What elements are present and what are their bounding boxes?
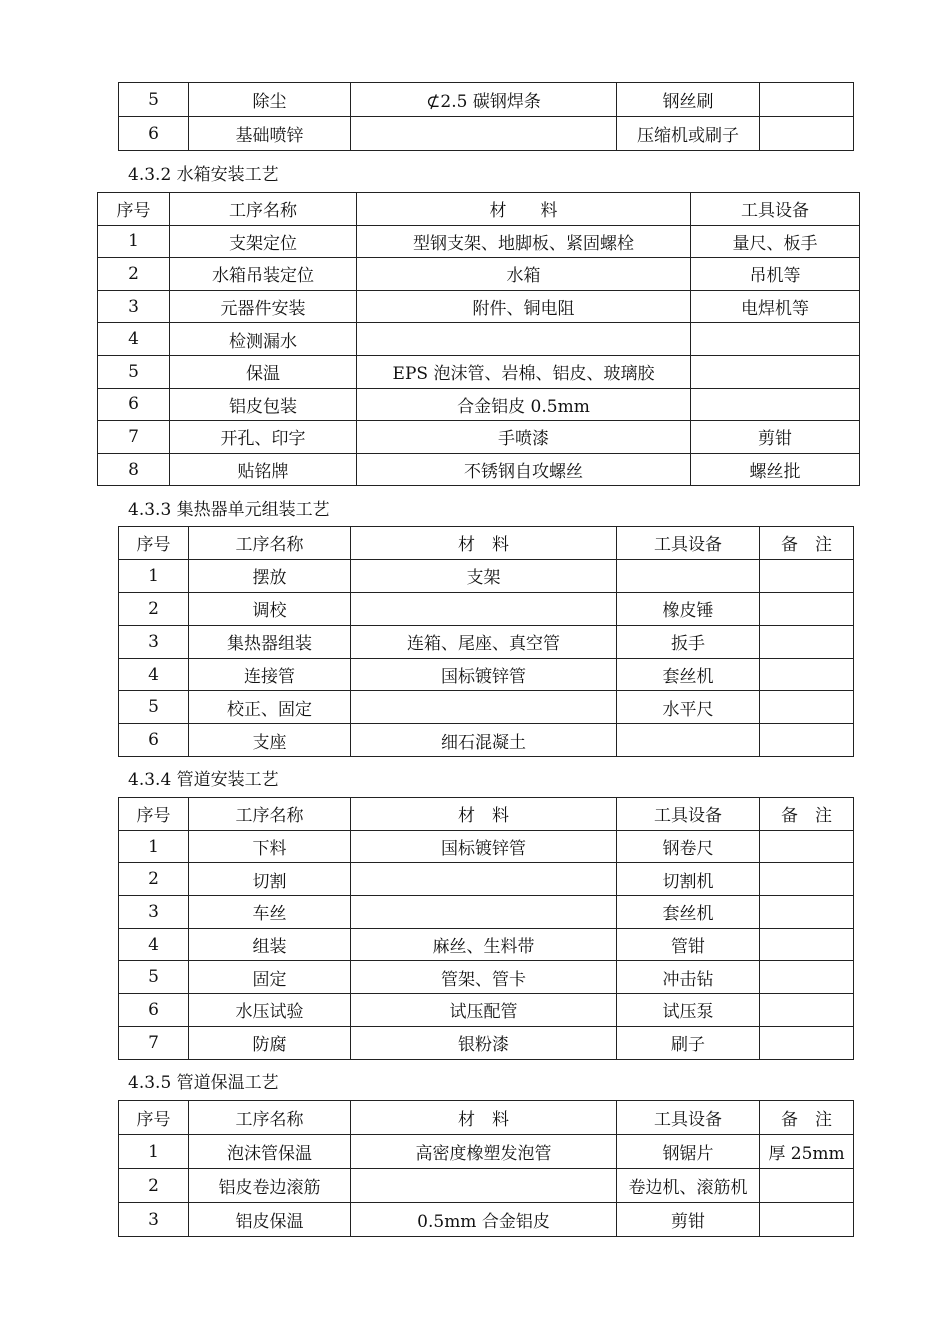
table-cell: 3 xyxy=(98,290,170,323)
table-cell xyxy=(760,961,854,994)
table-cell: 连箱、尾座、真空管 xyxy=(351,625,617,658)
table-cell: 6 xyxy=(119,724,189,757)
table-row xyxy=(98,225,860,258)
table-row xyxy=(119,691,854,724)
table-cell: 1 xyxy=(119,830,189,863)
table-cell xyxy=(760,830,854,863)
table-cell: 开孔、印字 xyxy=(170,421,357,454)
table-cell: 0.5mm 合金铝皮 xyxy=(351,1203,617,1237)
table-cell xyxy=(760,896,854,929)
table-cell: 切割机 xyxy=(617,863,760,896)
table-cell: 水箱 xyxy=(357,258,691,291)
table-cell: 银粉漆 xyxy=(351,1026,617,1059)
table-cell: 铝皮保温 xyxy=(189,1203,351,1237)
table-cell xyxy=(760,1026,854,1059)
table-cell: 试压配管 xyxy=(351,994,617,1027)
section-title-pipe-insulation: 4.3.5 管道保温工艺 xyxy=(128,1073,279,1093)
table-cell: 支座 xyxy=(189,724,351,757)
pipe-install-block xyxy=(118,797,854,1060)
table-row xyxy=(119,592,854,625)
table-cell xyxy=(617,559,760,592)
table-cell xyxy=(760,863,854,896)
table-cell: 3 xyxy=(119,625,189,658)
table-cell: 5 xyxy=(119,83,189,117)
table-cell: 防腐 xyxy=(189,1026,351,1059)
table-cell: 支架定位 xyxy=(170,225,357,258)
table-cell: 6 xyxy=(98,388,170,421)
table-cell: 3 xyxy=(119,896,189,929)
table-cell: 铝皮卷边滚筋 xyxy=(189,1169,351,1203)
table-header-row xyxy=(98,193,860,226)
table-row xyxy=(119,961,854,994)
collector-table xyxy=(118,526,854,757)
table-cell: 工序名称 xyxy=(189,1101,351,1135)
table-row xyxy=(98,290,860,323)
table-cell xyxy=(760,691,854,724)
table-cell xyxy=(351,863,617,896)
table-cell: 麻丝、生料带 xyxy=(351,928,617,961)
table-cell xyxy=(691,355,860,388)
table-row xyxy=(119,724,854,757)
table-cell: 备 注 xyxy=(760,527,854,560)
table-cell: 工具设备 xyxy=(617,527,760,560)
table-cell xyxy=(760,928,854,961)
table-row xyxy=(119,928,854,961)
table-cell: 工序名称 xyxy=(170,193,357,226)
table-cell: 材 料 xyxy=(351,1101,617,1135)
table-cell: 序号 xyxy=(119,798,189,831)
table-cell xyxy=(760,625,854,658)
table-row xyxy=(119,1169,854,1203)
table-cell: 备 注 xyxy=(760,798,854,831)
table-header-row xyxy=(119,527,854,560)
table-cell xyxy=(351,1169,617,1203)
table-row xyxy=(98,421,860,454)
table-cell: 国标镀锌管 xyxy=(351,658,617,691)
collector-block xyxy=(118,526,854,757)
table-cell: 钢锯片 xyxy=(617,1135,760,1169)
table-cell: 5 xyxy=(119,691,189,724)
table-cell: ⊄2.5 碳钢焊条 xyxy=(351,83,617,117)
table-cell: 管架、管卡 xyxy=(351,961,617,994)
table-cell: 细石混凝土 xyxy=(351,724,617,757)
table-cell: 5 xyxy=(98,355,170,388)
table-row xyxy=(119,658,854,691)
table-cell: 水箱吊装定位 xyxy=(170,258,357,291)
table-cell: 工具设备 xyxy=(691,193,860,226)
table-cell: 剪钳 xyxy=(617,1203,760,1237)
table-cell: 冲击钻 xyxy=(617,961,760,994)
table-cell: 水压试验 xyxy=(189,994,351,1027)
table-header-row xyxy=(119,798,854,831)
table-cell: 校正、固定 xyxy=(189,691,351,724)
table-cell: 调校 xyxy=(189,592,351,625)
table-cell xyxy=(691,388,860,421)
table-cell: 剪钳 xyxy=(691,421,860,454)
table-cell: 钢卷尺 xyxy=(617,830,760,863)
water-tank-block xyxy=(97,192,860,486)
table-cell: 5 xyxy=(119,961,189,994)
table-cell: 套丝机 xyxy=(617,896,760,929)
table-cell: 吊机等 xyxy=(691,258,860,291)
section-title-water-tank: 4.3.2 水箱安装工艺 xyxy=(128,165,279,185)
table-cell xyxy=(760,1203,854,1237)
water-tank-table xyxy=(97,192,860,486)
table-cell xyxy=(760,724,854,757)
table-cell xyxy=(760,994,854,1027)
table-cell: 高密度橡塑发泡管 xyxy=(351,1135,617,1169)
table-cell: 2 xyxy=(119,863,189,896)
table-cell: 铝皮包装 xyxy=(170,388,357,421)
table-cell: 工序名称 xyxy=(189,527,351,560)
table-cell: 备 注 xyxy=(760,1101,854,1135)
table-cell xyxy=(760,592,854,625)
table-cell: 2 xyxy=(98,258,170,291)
table-cell: 7 xyxy=(98,421,170,454)
table-cell: 6 xyxy=(119,994,189,1027)
table-row xyxy=(119,625,854,658)
table-cell: 连接管 xyxy=(189,658,351,691)
table-cell: 固定 xyxy=(189,961,351,994)
table-cell: 卷边机、滚筋机 xyxy=(617,1169,760,1203)
table-cell: EPS 泡沫管、岩棉、铝皮、玻璃胶 xyxy=(357,355,691,388)
pipe-insulation-table xyxy=(118,1100,854,1237)
table-cell: 试压泵 xyxy=(617,994,760,1027)
table-cell xyxy=(760,559,854,592)
table-cell: 套丝机 xyxy=(617,658,760,691)
table-cell xyxy=(351,592,617,625)
table-cell xyxy=(351,117,617,151)
table-cell: 保温 xyxy=(170,355,357,388)
table-row xyxy=(119,830,854,863)
table-cell: 序号 xyxy=(119,527,189,560)
table-cell: 摆放 xyxy=(189,559,351,592)
table-row xyxy=(119,1203,854,1237)
table-cell: 合金铝皮 0.5mm xyxy=(357,388,691,421)
table-row xyxy=(98,355,860,388)
table-cell xyxy=(760,658,854,691)
table-header-row xyxy=(119,1101,854,1135)
table-cell: 6 xyxy=(119,117,189,151)
table-row xyxy=(119,994,854,1027)
table-cell xyxy=(357,323,691,356)
table-cell: 国标镀锌管 xyxy=(351,830,617,863)
table-row xyxy=(98,388,860,421)
table-cell: 附件、铜电阻 xyxy=(357,290,691,323)
table-row xyxy=(98,258,860,291)
table-cell: 材 料 xyxy=(357,193,691,226)
table-cell: 管钳 xyxy=(617,928,760,961)
table-cell xyxy=(760,83,854,117)
table-row xyxy=(119,1026,854,1059)
table-cell xyxy=(760,117,854,151)
table-cell: 贴铭牌 xyxy=(170,453,357,486)
table-cell: 材 料 xyxy=(351,527,617,560)
table-cell xyxy=(691,323,860,356)
table-cell: 扳手 xyxy=(617,625,760,658)
table-cell: 电焊机等 xyxy=(691,290,860,323)
table-row xyxy=(119,896,854,929)
table-cell: 量尺、板手 xyxy=(691,225,860,258)
table-cell: 型钢支架、地脚板、紧固螺栓 xyxy=(357,225,691,258)
table-cell: 基础喷锌 xyxy=(189,117,351,151)
pipe-install-table xyxy=(118,797,854,1060)
table-cell: 元器件安装 xyxy=(170,290,357,323)
table-cell xyxy=(617,724,760,757)
table-cell: 车丝 xyxy=(189,896,351,929)
table-cell: 螺丝批 xyxy=(691,453,860,486)
table-cell: 序号 xyxy=(98,193,170,226)
table-cell: 4 xyxy=(98,323,170,356)
table-cell: 4 xyxy=(119,928,189,961)
section-title-pipe-install: 4.3.4 管道安装工艺 xyxy=(128,770,279,790)
table-cell: 序号 xyxy=(119,1101,189,1135)
table-cell: 组装 xyxy=(189,928,351,961)
table-cell: 除尘 xyxy=(189,83,351,117)
section-title-collector: 4.3.3 集热器单元组装工艺 xyxy=(128,500,330,520)
table-cell: 1 xyxy=(98,225,170,258)
table-cell: 泡沫管保温 xyxy=(189,1135,351,1169)
table-cell xyxy=(351,691,617,724)
table-cell: 工序名称 xyxy=(189,798,351,831)
table-cell: 切割 xyxy=(189,863,351,896)
table-cell: 刷子 xyxy=(617,1026,760,1059)
table-cell: 厚 25mm xyxy=(760,1135,854,1169)
table-cell xyxy=(760,1169,854,1203)
table-cell: 水平尺 xyxy=(617,691,760,724)
table-cell: 1 xyxy=(119,1135,189,1169)
table-cell: 8 xyxy=(98,453,170,486)
table-row xyxy=(98,453,860,486)
table-cell: 支架 xyxy=(351,559,617,592)
table-row xyxy=(98,323,860,356)
pipe-insulation-block xyxy=(118,1100,854,1237)
table-row xyxy=(119,559,854,592)
table-cell: 工具设备 xyxy=(617,1101,760,1135)
table-cell: 7 xyxy=(119,1026,189,1059)
table-cell: 集热器组装 xyxy=(189,625,351,658)
table-cell: 2 xyxy=(119,592,189,625)
table-cell: 压缩机或刷子 xyxy=(617,117,760,151)
table-cell: 不锈钢自攻螺丝 xyxy=(357,453,691,486)
table-row xyxy=(119,83,854,117)
table-cell: 钢丝刷 xyxy=(617,83,760,117)
table-cell: 工具设备 xyxy=(617,798,760,831)
top-continuation-table xyxy=(118,82,854,151)
table-cell: 橡皮锤 xyxy=(617,592,760,625)
table-cell: 2 xyxy=(119,1169,189,1203)
table-row xyxy=(119,1135,854,1169)
table-cell: 3 xyxy=(119,1203,189,1237)
table-cell: 检测漏水 xyxy=(170,323,357,356)
table-cell: 材 料 xyxy=(351,798,617,831)
table-cell: 手喷漆 xyxy=(357,421,691,454)
table-cell: 1 xyxy=(119,559,189,592)
table-row xyxy=(119,117,854,151)
table-cell: 4 xyxy=(119,658,189,691)
top-table-block xyxy=(118,82,854,151)
table-cell xyxy=(351,896,617,929)
table-cell: 下料 xyxy=(189,830,351,863)
table-row xyxy=(119,863,854,896)
